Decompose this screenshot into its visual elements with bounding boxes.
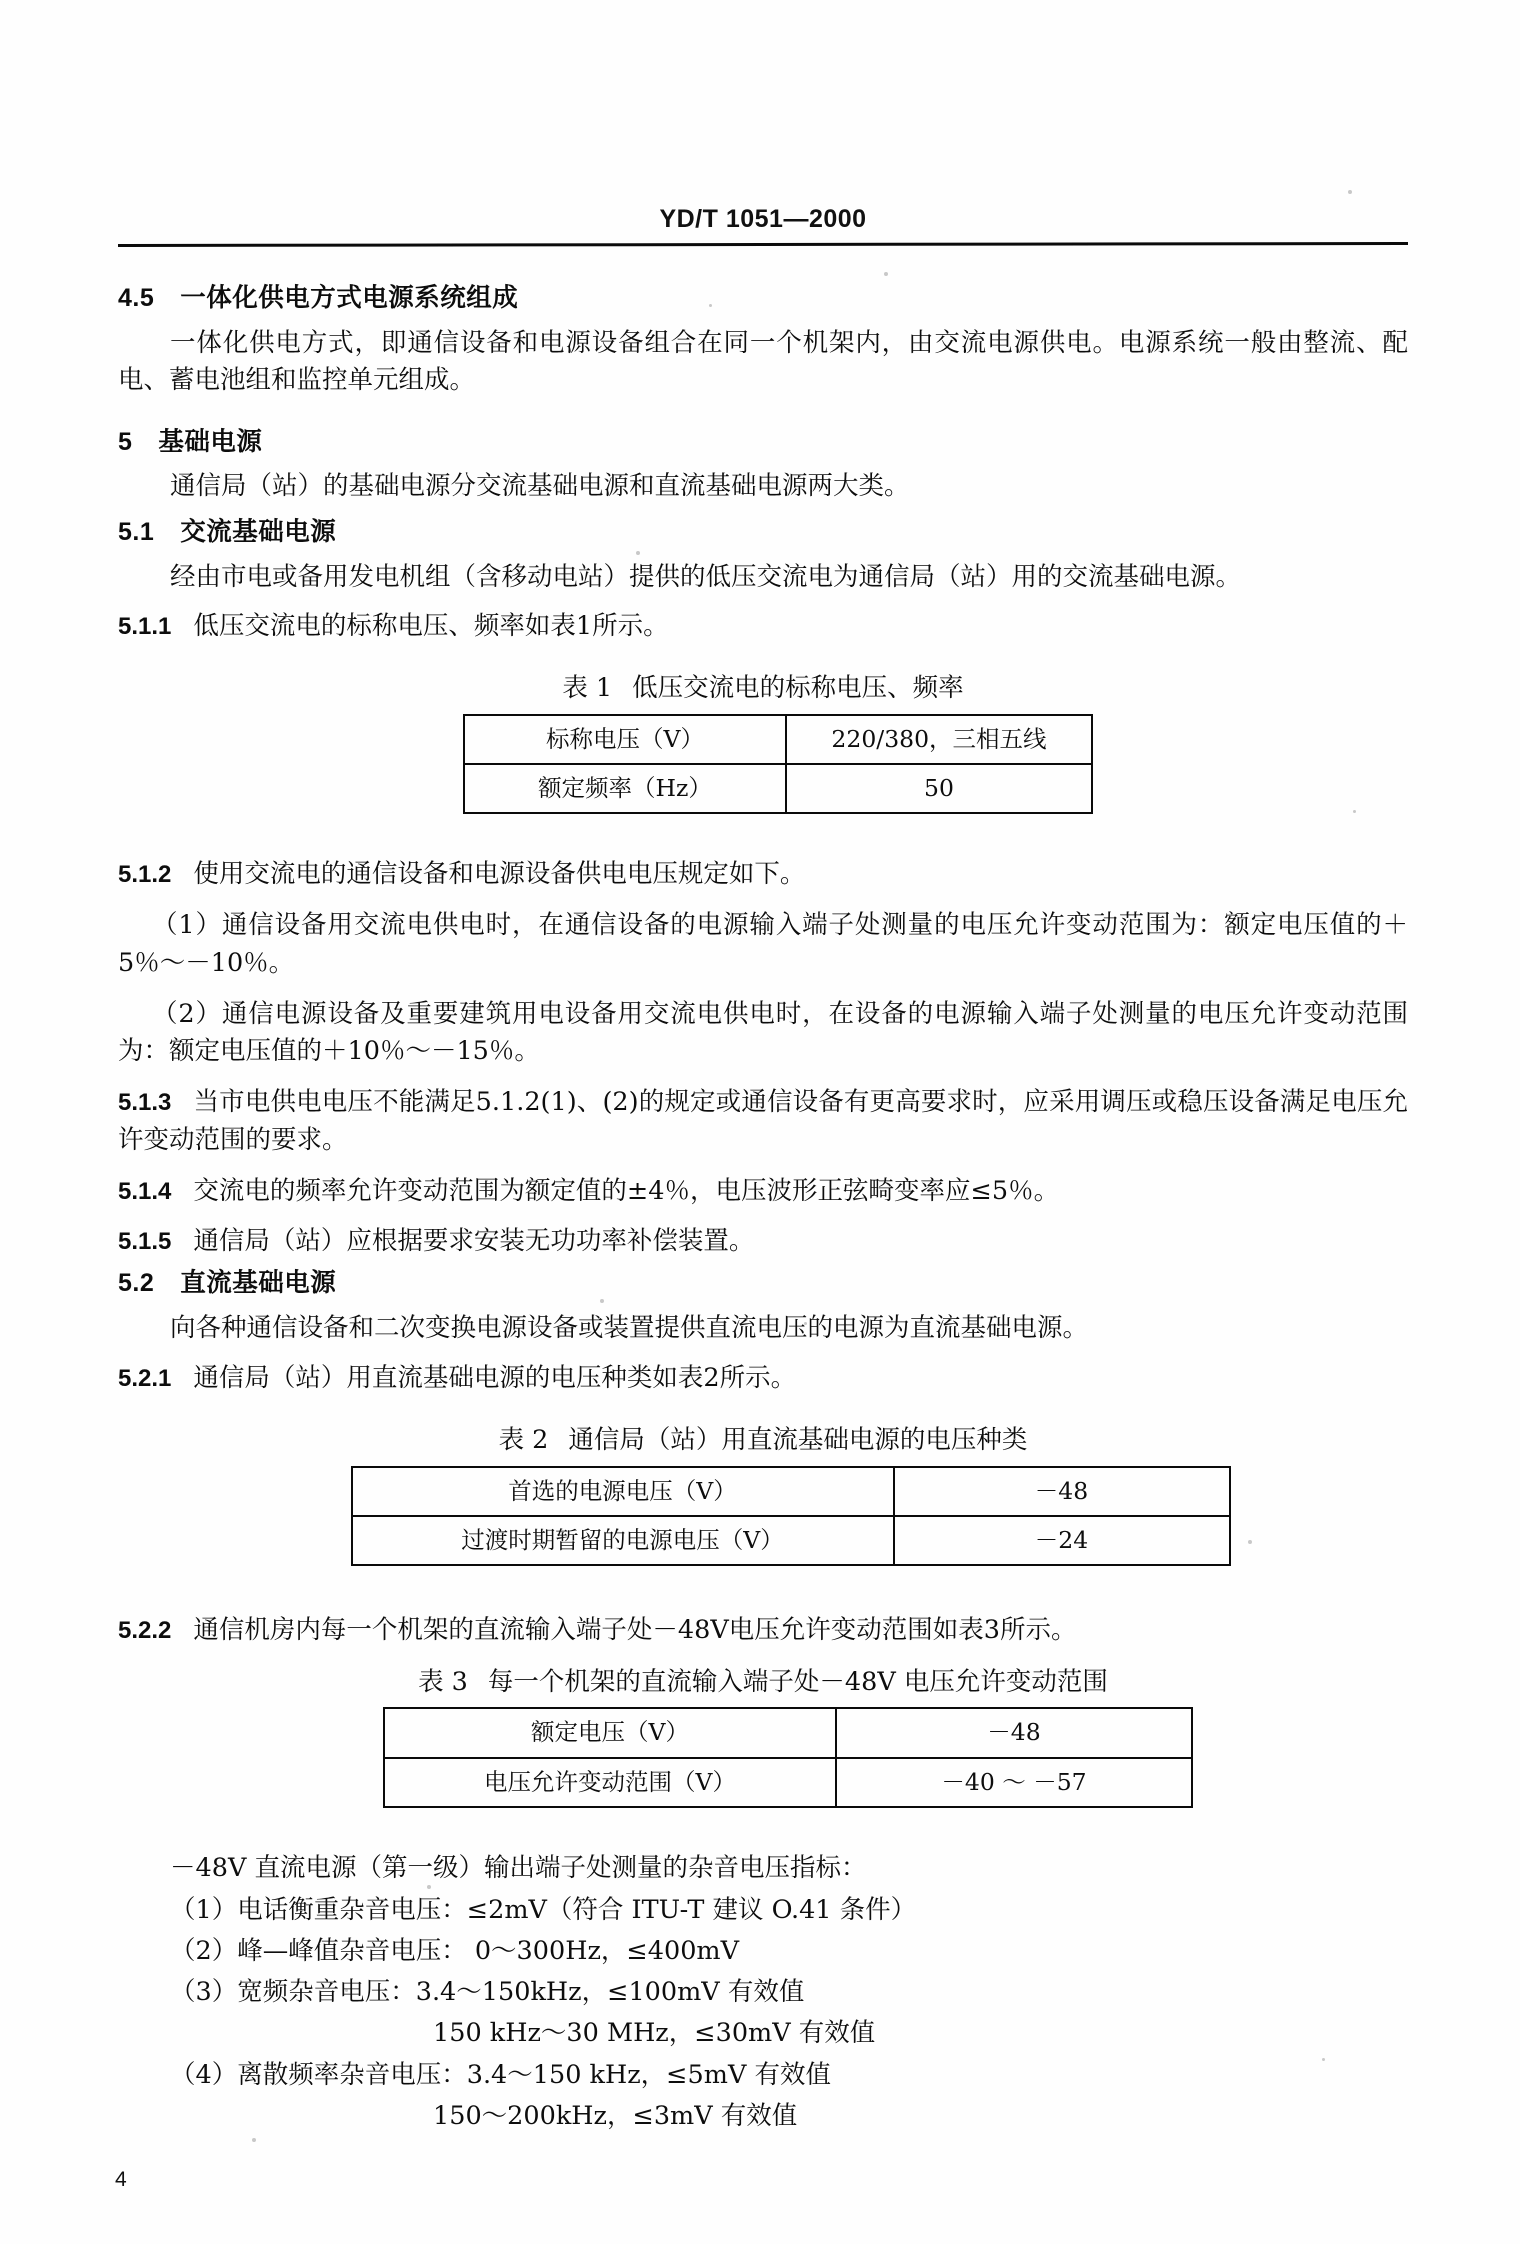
table-1-label: 表 1: [562, 673, 613, 704]
header-rule: [118, 242, 1408, 247]
heading-5-1-number: 5.1: [118, 518, 155, 547]
table-1-row-1-label: 额定频率（Hz）: [464, 764, 786, 813]
table-1: [463, 714, 1093, 815]
table-2: [351, 1466, 1231, 1567]
clause-5-1-3-text: 当市电供电电压不能满足5.1.2(1)、(2)的规定或通信设备有更高要求时，应采用调压或稳压设备满足电压允许变动范围的要求。: [118, 1087, 1408, 1155]
standard-id-header: YD/T 1051—2000: [659, 205, 867, 233]
table-3: [383, 1707, 1193, 1808]
scan-speck: [252, 2138, 256, 2142]
noise-spec-item-4-continuation: 150～200kHz，≤3mV 有效值: [433, 2101, 798, 2132]
clause-5-1-3-number: 5.1.3: [118, 1089, 172, 1117]
table-2-row-0-value: －48: [894, 1467, 1230, 1516]
table-row: [384, 1758, 1192, 1807]
paragraph-4-5-body: 一体化供电方式，即通信设备和电源设备组合在同一个机架内，由交流电源供电。电源系统一般由整流、配电、蓄电池组和监控单元组成。: [118, 327, 1408, 396]
paragraph-5-1-3: [118, 1084, 1408, 1159]
table-3-row-0-label: 额定电压（V）: [384, 1708, 836, 1757]
noise-spec-list: [118, 1848, 1408, 2137]
paragraph-5-2-2: [118, 1612, 1408, 1650]
page-content: [118, 0, 1408, 2137]
table-row: [352, 1516, 1230, 1565]
noise-spec-item-2: （2）峰—峰值杂音电压： 0～300Hz，≤400mV: [170, 1935, 740, 1966]
clause-5-2-2-text: 通信机房内每一个机架的直流输入端子处－48V电压允许变动范围如表3所示。: [193, 1615, 1077, 1646]
clause-5-1-1-number: 5.1.1: [118, 613, 172, 641]
table-row: [352, 1467, 1230, 1516]
table-3-label: 表 3: [418, 1666, 468, 1697]
clause-5-2-1-text: 通信局（站）用直流基础电源的电压种类如表2所示。: [193, 1363, 797, 1394]
heading-4-5-number: 4.5: [118, 284, 155, 312]
heading-5-title: 基础电源: [158, 426, 263, 457]
table-3-row-1-value: －40 ～ －57: [836, 1758, 1192, 1807]
table-1-row-0-label: 标称电压（V）: [464, 715, 786, 764]
heading-5: [118, 426, 1408, 457]
heading-5-number: 5: [118, 427, 133, 456]
document-body: [118, 283, 1408, 2137]
table-1-wrapper: [148, 714, 1408, 815]
table-2-row-1-label: 过渡时期暂留的电源电压（V）: [352, 1516, 894, 1565]
clause-5-1-2-number: 5.1.2: [118, 861, 172, 889]
paragraph-5-body: 通信局（站）的基础电源分交流基础电源和直流基础电源两大类。: [170, 471, 910, 502]
table-3-caption: [118, 1666, 1408, 1697]
clause-5-1-4-number: 5.1.4: [118, 1177, 172, 1205]
table-row: [384, 1708, 1192, 1757]
paragraph-5-1-2-item-2: （2）通信电源设备及重要建筑用电设备用交流电供电时，在设备的电源输入端子处测量的电压允许变动范围为：额定电压值的＋10％～－15％。: [118, 998, 1408, 1067]
table-3-caption-text: 每一个机架的直流输入端子处－48V 电压允许变动范围: [487, 1666, 1108, 1697]
table-1-caption-text: 低压交流电的标称电压、频率: [632, 673, 964, 704]
heading-5-2-number: 5.2: [118, 1269, 155, 1298]
table-2-caption: [118, 1425, 1408, 1455]
table-2-label: 表 2: [498, 1425, 549, 1455]
table-1-row-0-value: 220/380，三相五线: [786, 715, 1092, 764]
noise-spec-item-4: （4）离散频率杂音电压：3.4～150 kHz，≤5mV 有效值: [170, 2059, 831, 2090]
page-number: 4: [115, 2168, 127, 2191]
paragraph-5-1-4: [118, 1173, 1408, 1211]
clause-5-1-2-text: 使用交流电的通信设备和电源设备供电电压规定如下。: [193, 859, 806, 890]
clause-5-1-4-text: 交流电的频率允许变动范围为额定值的±4％，电压波形正弦畸变率应≤5％。: [193, 1175, 1060, 1206]
table-row: [464, 715, 1092, 764]
noise-spec-lead: －48V 直流电源（第一级）输出端子处测量的杂音电压指标：: [170, 1853, 867, 1884]
clause-5-1-1-text: 低压交流电的标称电压、频率如表1所示。: [193, 611, 669, 642]
noise-spec-item-3: （3）宽频杂音电压：3.4～150kHz，≤100mV 有效值: [170, 1977, 805, 2008]
table-3-wrapper: [168, 1707, 1408, 1808]
table-2-row-1-value: －24: [894, 1516, 1230, 1565]
table-1-caption: [118, 673, 1408, 704]
paragraph-5-2-1: [118, 1360, 1408, 1398]
clause-5-2-1-number: 5.2.1: [118, 1365, 172, 1393]
table-2-wrapper: [173, 1466, 1408, 1567]
heading-5-1-title: 交流基础电源: [180, 517, 337, 548]
heading-5-2-title: 直流基础电源: [180, 1268, 337, 1299]
table-2-caption-text: 通信局（站）用直流基础电源的电压种类: [568, 1425, 1028, 1455]
table-1-row-1-value: 50: [786, 764, 1092, 813]
paragraph-5-1-2-item-1: （1）通信设备用交流电供电时，在通信设备的电源输入端子处测量的电压允许变动范围为：额定电压值的＋5％～－10％。: [118, 910, 1408, 978]
clause-5-1-5-text: 通信局（站）应根据要求安装无功功率补偿装置。: [193, 1226, 755, 1257]
noise-spec-item-1: （1）电话衡重杂音电压：≤2mV（符合 ITU-T 建议 O.41 条件）: [170, 1894, 917, 1925]
heading-5-1: [118, 517, 1408, 548]
heading-5-2: [118, 1268, 1408, 1299]
heading-4-5-title: 一体化供电方式电源系统组成: [180, 283, 519, 313]
noise-spec-item-3-continuation: 150 kHz～30 MHz，≤30mV 有效值: [433, 2018, 876, 2049]
paragraph-5-1-body: 经由市电或备用发电机组（含移动电站）提供的低压交流电为通信局（站）用的交流基础电源。: [170, 561, 1242, 592]
table-row: [464, 764, 1092, 813]
table-3-row-1-label: 电压允许变动范围（V）: [384, 1758, 836, 1807]
paragraph-5-2-body: 向各种通信设备和二次变换电源设备或装置提供直流电压的电源为直流基础电源。: [170, 1312, 1089, 1343]
table-2-row-0-label: 首选的电源电压（V）: [352, 1467, 894, 1516]
paragraph-5-1-2: [118, 856, 1408, 894]
clause-5-1-5-number: 5.1.5: [118, 1228, 172, 1256]
paragraph-5-1-1: [118, 608, 1408, 646]
heading-4-5: [118, 283, 1408, 313]
table-3-row-0-value: －48: [836, 1708, 1192, 1757]
clause-5-2-2-number: 5.2.2: [118, 1617, 172, 1645]
paragraph-5-1-5: [118, 1223, 1408, 1261]
